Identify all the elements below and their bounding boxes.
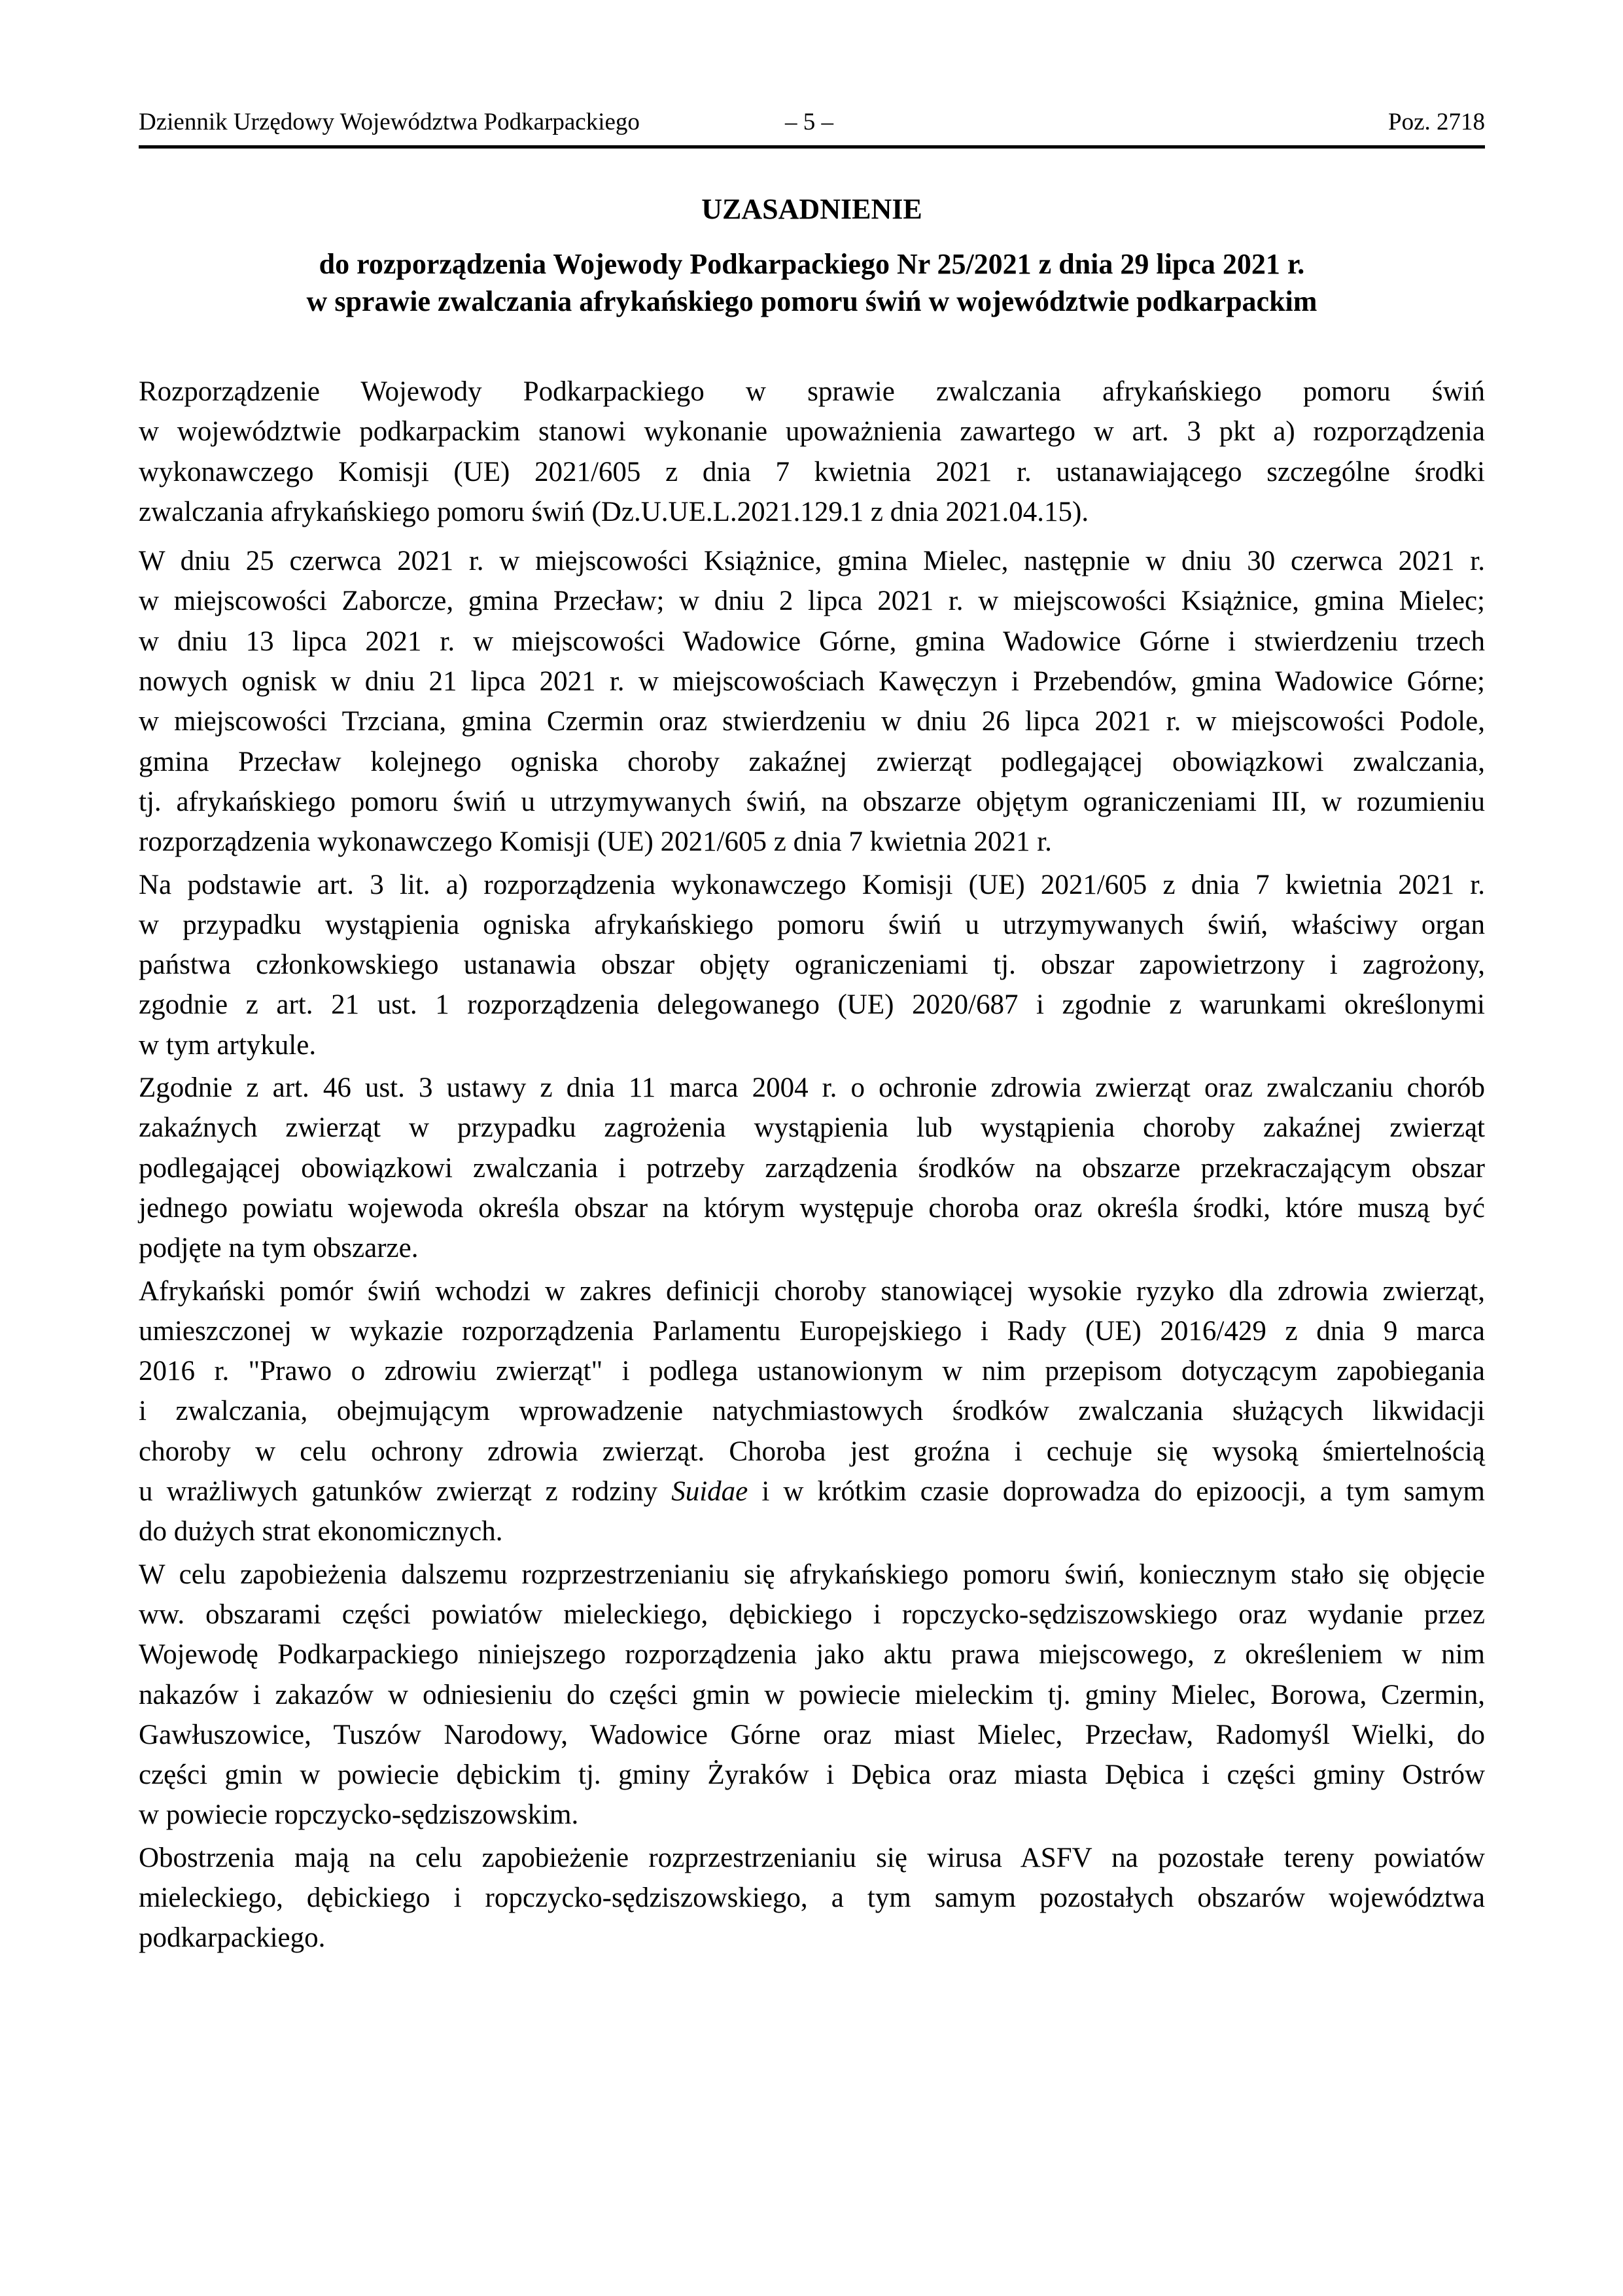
text-line: 2016 r. "Prawo o zdrowiu zwierząt" i podlega ustanowionym w nim przepisom dotyczącym zapobiegania [139, 1356, 1485, 1387]
paragraph-eu-regulation [139, 865, 1485, 1065]
paragraph-purpose [139, 1838, 1485, 1958]
text-line: w miejscowości Trzciana, gmina Czermin oraz stwierdzeniu w dniu 26 lipca 2021 r. w miejscowości Podole, [139, 706, 1485, 737]
page-header [139, 106, 1485, 139]
text-line: Rozporządzenie Wojewody Podkarpackiego w sprawie zwalczania afrykańskiego pomoru świń [139, 376, 1485, 407]
text-line: części gmin w powiecie dębickim tj. gminy Żyraków i Dębica oraz miasta Dębica i części gminy Ostrów [139, 1759, 1485, 1791]
text-line: tj. afrykańskiego pomoru świń u utrzymywanych świń, na obszarze objętym ograniczeniami III, w rozumieniu [139, 786, 1485, 817]
text-line: Wojewodę Podkarpackiego niniejszego rozporządzenia jako aktu prawa miejscowego, z określeniem w nim [139, 1639, 1485, 1670]
text-line: Gawłuszowice, Tuszów Narodowy, Wadowice Górne oraz miast Mielec, Przecław, Radomyśl Wielki, do [139, 1719, 1485, 1750]
text-line: w powiecie ropczycko-sędziszowskim. [139, 1799, 579, 1831]
page-number: – 5 – [785, 109, 833, 135]
document-title: UZASADNIENIE [701, 193, 922, 225]
text-segment: u wrażliwych gatunków zwierząt z rodziny [139, 1476, 672, 1508]
text-line: ww. obszarami części powiatów mieleckiego, dębickiego i ropczycko-sędziszowskiego oraz wydanie przez [139, 1598, 1485, 1630]
paragraph-disease-definition [139, 1271, 1485, 1552]
text-line: zwalczania afrykańskiego pomoru świń (Dz.U.UE.L.2021.129.1 z dnia 2021.04.15). [139, 496, 1089, 527]
text-line: zakaźnych zwierząt w przypadku zagrożenia wystąpienia lub wystąpienia choroby zakaźnej zwierząt [139, 1112, 1485, 1144]
text-line: w miejscowości Zaborcze, gmina Przecław; w dniu 2 lipca 2021 r. w miejscowości Książnice, gmina Mielec; [139, 586, 1485, 617]
text-line: mieleckiego, dębickiego i ropczycko-sędziszowskiego, a tym samym pozostałych obszarów województwa [139, 1882, 1485, 1913]
text-line: zgodnie z art. 21 ust. 1 rozporządzenia delegowanego (UE) 2020/687 i zgodnie z warunkami określonymi [139, 989, 1485, 1021]
text-line: do dużych strat ekonomicznych. [139, 1516, 503, 1547]
text-line: w województwie podkarpackim stanowi wykonanie upoważnienia zawartego w art. 3 pkt a) rozporządzenia [139, 416, 1485, 448]
text-line: w tym artykule. [139, 1029, 317, 1061]
journal-name: Dziennik Urzędowy Województwa Podkarpackiego [139, 109, 640, 135]
subtitle-line-1: do rozporządzenia Wojewody Podkarpackiego Nr 25/2021 z dnia 29 lipca 2021 r. [319, 248, 1305, 280]
text-line: Zgodnie z art. 46 ust. 3 ustawy z dnia 11 marca 2004 r. o ochronie zdrowia zwierząt oraz zwalczaniu chorób [139, 1072, 1485, 1104]
text-line: rozporządzenia wykonawczego Komisji (UE) 2021/605 z dnia 7 kwietnia 2021 r. [139, 826, 1052, 858]
text-line: Afrykański pomór świń wchodzi w zakres definicji choroby stanowiącej wysokie ryzyko dla zdrowia zwierząt, [139, 1275, 1485, 1307]
text-segment: i w krótkim czasie doprowadza do epizoocji, a tym samym [748, 1476, 1485, 1508]
paragraph-legal-basis [139, 372, 1485, 532]
position-number: Poz. 2718 [1388, 109, 1485, 135]
paragraph-scope [139, 1555, 1485, 1835]
text-line: choroby w celu ochrony zdrowia zwierząt. Choroba jest groźna i cechuje się wysoką śmiertelnością [139, 1436, 1485, 1467]
document-body [139, 372, 1485, 1958]
text-line: podjęte na tym obszarze. [139, 1233, 419, 1264]
text-line: Obostrzenia mają na celu zapobieżenie rozprzestrzenianiu się wirusa ASFV na pozostałe tereny powiatów [139, 1842, 1485, 1873]
text-line: w dniu 13 lipca 2021 r. w miejscowości Wadowice Górne, gmina Wadowice Górne i stwierdzeniu trzech [139, 626, 1485, 657]
text-line: W dniu 25 czerwca 2021 r. w miejscowości Książnice, gmina Mielec, następnie w dniu 30 czerwca 2021 r. [139, 546, 1485, 577]
text-line: państwa członkowskiego ustanawia obszar objęty ograniczeniami tj. obszar zapowietrzony i zagrożony, [139, 949, 1485, 981]
paragraph-national-law [139, 1068, 1485, 1268]
document-subtitle [139, 245, 1485, 320]
text-line: Na podstawie art. 3 lit. a) rozporządzenia wykonawczego Komisji (UE) 2021/605 z dnia 7 kwietnia 2021 r. [139, 869, 1485, 900]
header-rule [139, 145, 1485, 149]
text-line: podkarpackiego. [139, 1922, 326, 1954]
text-line: W celu zapobieżenia dalszemu rozprzestrzenianiu się afrykańskiego pomoru świń, koniecznym stało się objęcie [139, 1559, 1485, 1590]
text-line: jednego powiatu wojewoda określa obszar na którym występuje choroba oraz określa środki, które muszą być [139, 1192, 1485, 1224]
text-line: podlegającej obowiązkowi zwalczania i potrzeby zarządzenia środków na obszarze przekraczającym obszar [139, 1152, 1485, 1184]
text-line: nakazów i zakazów w odniesieniu do części gmin w powiecie mieleckim tj. gminy Mielec, Borowa, Czermin, [139, 1679, 1485, 1710]
text-line: umieszczonej w wykazie rozporządzenia Parlamentu Europejskiego i Rady (UE) 2016/429 z dnia 9 marca [139, 1315, 1485, 1347]
text-line: wykonawczego Komisji (UE) 2021/605 z dnia 7 kwietnia 2021 r. ustanawiającego szczególne środki [139, 456, 1485, 487]
species-name-italic: Suidae [671, 1476, 748, 1508]
text-line: w przypadku wystąpienia ogniska afrykańskiego pomoru świń u utrzymywanych świń, właściwy organ [139, 909, 1485, 940]
text-line: nowych ognisk w dniu 21 lipca 2021 r. w miejscowościach Kawęczyn i Przebendów, gmina Wadowice Górne; [139, 666, 1485, 698]
subtitle-line-2: w sprawie zwalczania afrykańskiego pomoru świń w województwie podkarpackim [306, 285, 1318, 317]
paragraph-outbreaks [139, 541, 1485, 862]
text-line: i zwalczania, obejmującym wprowadzenie natychmiastowych środków zwalczania służących likwidacji [139, 1396, 1485, 1427]
text-line-with-italic [139, 1472, 1485, 1511]
text-line: gmina Przecław kolejnego ogniska choroby zakaźnej zwierząt podlegającej obowiązkowi zwalczania, [139, 746, 1485, 777]
